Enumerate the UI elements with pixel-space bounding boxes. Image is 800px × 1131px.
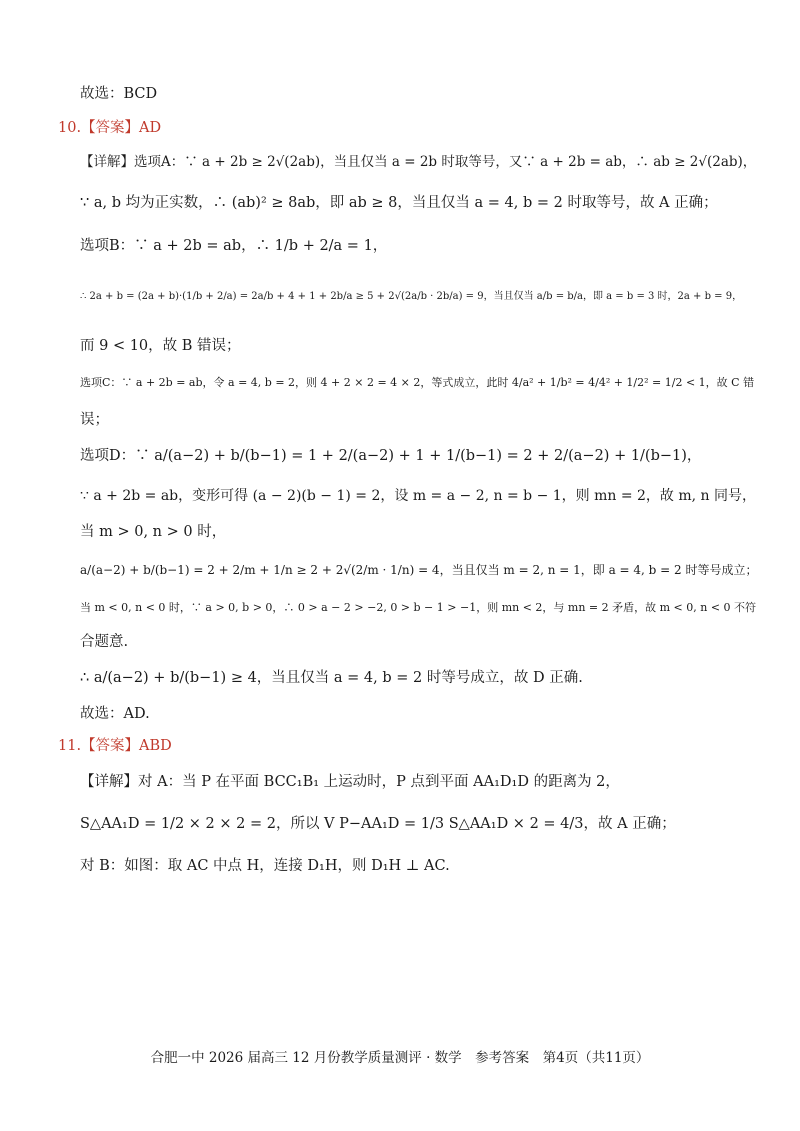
solution-line: 选项C：∵ a + 2b = ab，令 a = 4, b = 2，则 4 + 2 × 2 = 4 × 2，等式成立，此时 4/a² + 1/b² = 4/4² + 1/2² = 1/2 < 1，故 C 错 xyxy=(80,376,755,389)
solution-line: S△AA₁D = 1/2 × 2 × 2 = 2，所以 V P−AA₁D = 1/3 S△AA₁D × 2 = 4/3，故 A 正确； xyxy=(80,816,676,832)
solution-line: ∴ 2a + b = (2a + b)·(1/b + 2/a) = 2a/b + 4 + 1 + 2b/a ≥ 5 + 2√(2a/b · 2b/a) = 9，当且仅当 a/b = b/a，即 a = b = 3 时，2a + b = 9， xyxy=(80,291,743,302)
solution-line: 误； xyxy=(80,412,109,428)
solution-line: ∴ a/(a−2) + b/(b−1) ≥ 4，当且仅当 a = 4, b = 2 时等号成立，故 D 正确. xyxy=(80,670,583,686)
solution-line: 合题意. xyxy=(80,634,129,650)
choice-summary: 故选：BCD xyxy=(80,86,158,102)
solution-line: 选项B：∵ a + 2b = ab，∴ 1/b + 2/a = 1， xyxy=(80,238,388,254)
answer-heading-q10: 10.【答案】AD xyxy=(58,120,162,136)
solution-line: 对 B：如图：取 AC 中点 H，连接 D₁H，则 D₁H ⊥ AC. xyxy=(80,858,450,874)
solution-line: 【详解】选项A：∵ a + 2b ≥ 2√(2ab)，当且仅当 a = 2b 时取等号，又∵ a + 2b = ab，∴ ab ≥ 2√(2ab)， xyxy=(80,154,757,170)
solution-line: 当 m > 0, n > 0 时， xyxy=(80,524,227,540)
answer-heading-q11: 11.【答案】ABD xyxy=(58,738,172,754)
choice-summary: 故选：AD. xyxy=(80,706,150,722)
solution-line: 【详解】对 A：当 P 在平面 BCC₁B₁ 上运动时，P 点到平面 AA₁D₁D 的距离为 2， xyxy=(80,774,620,790)
solution-line: 选项D：∵ a/(a−2) + b/(b−1) = 1 + 2/(a−2) + 1 + 1/(b−1) = 2 + 2/(a−2) + 1/(b−1)， xyxy=(80,448,702,464)
solution-line: a/(a−2) + b/(b−1) = 2 + 2/m + 1/n ≥ 2 + 2√(2/m · 1/n) = 4，当且仅当 m = 2, n = 1，即 a = 4, b = 2 时等号成立； xyxy=(80,563,758,577)
solution-line: 当 m < 0, n < 0 时，∵ a > 0, b > 0，∴ 0 > a − 2 > −2, 0 > b − 1 > −1，则 mn < 2，与 mn = 2 矛盾，故 m < 0, n < 0 不符 xyxy=(80,601,757,614)
solution-line: ∵ a, b 均为正实数，∴ (ab)² ≥ 8ab，即 ab ≥ 8，当且仅当 a = 4, b = 2 时取等号，故 A 正确； xyxy=(80,195,718,211)
solution-line: ∵ a + 2b = ab，变形可得 (a − 2)(b − 1) = 2，设 m = a − 2, n = b − 1，则 mn = 2，故 m, n 同号， xyxy=(80,488,757,504)
page-footer: 合肥一中 2026 届高三 12 月份教学质量测评 · 数学 参考答案 第4页（共11页） xyxy=(150,1050,650,1066)
solution-line: 而 9 < 10，故 B 错误； xyxy=(80,338,241,354)
